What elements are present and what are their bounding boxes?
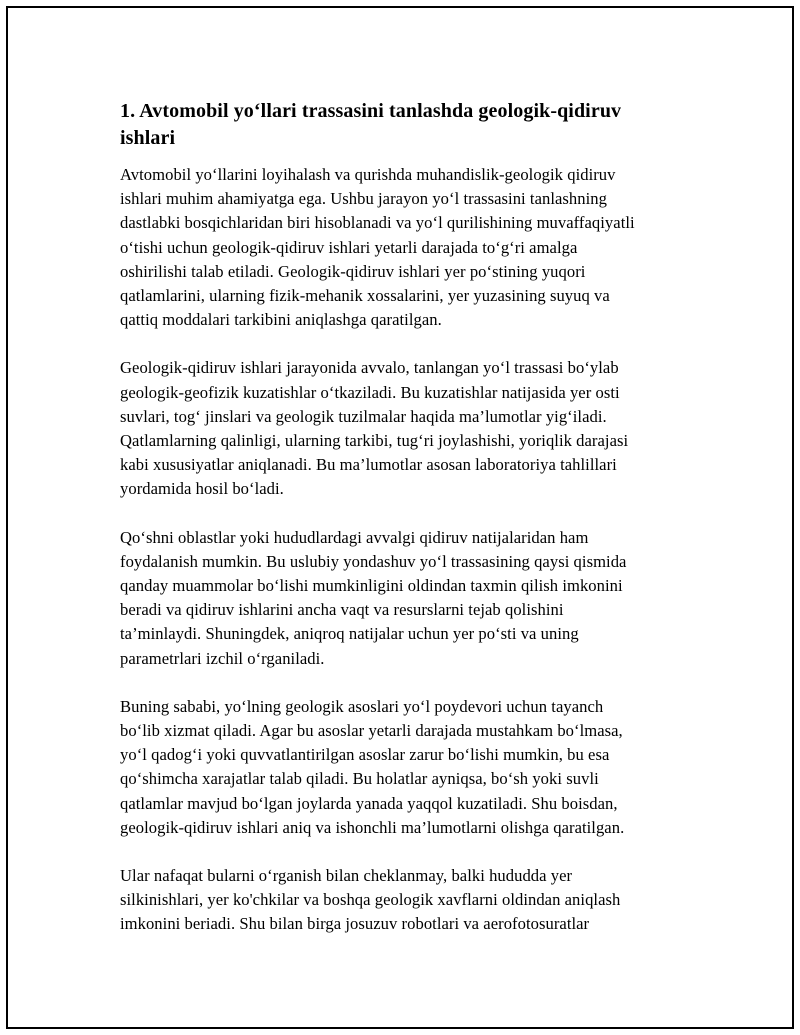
text-line: ishlari muhim ahamiyatga ega. Ushbu jarayon yo‘l trassasini tanlashning bbox=[120, 189, 607, 209]
paragraph-4 bbox=[120, 695, 705, 840]
text-line: qatlamlarini, ularning fizik-mehanik xossalarini, yer yuzasining suyuq va bbox=[120, 286, 610, 306]
text-line: yo‘l qadog‘i yoki quvvatlantirilgan asoslar zarur bo‘lishi mumkin, bu esa bbox=[120, 745, 610, 765]
text-line: qanday muammolar bo‘lishi mumkinligini oldindan taxmin qilish imkonini bbox=[120, 576, 623, 596]
text-line: Ular nafaqat bularni o‘rganish bilan cheklanmay, balki hududda yer bbox=[120, 866, 573, 886]
page-frame bbox=[6, 6, 794, 1029]
paragraph-2 bbox=[120, 356, 705, 501]
text-line: yordamida hosil bo‘ladi. bbox=[120, 479, 284, 499]
text-line: silkinishlari, yer ko'chkilar va boshqa geologik xavflarni oldindan aniqlash bbox=[120, 890, 621, 910]
text-line: o‘tishi uchun geologik-qidiruv ishlari yetarli darajada to‘g‘ri amalga bbox=[120, 237, 578, 257]
text-line: kabi xususiyatlar aniqlanadi. Bu ma’lumotlar asosan laboratoriya tahlillari bbox=[120, 455, 617, 475]
title-line: 1. Avtomobil yo‘llari trassasini tanlashda geologik-qidiruv bbox=[120, 100, 622, 122]
text-line: geologik-qidiruv ishlari aniq va ishonchli ma’lumotlarni olishga qaratilgan. bbox=[120, 817, 625, 837]
text-line: Qatlamlarning qalinligi, ularning tarkibi, tug‘ri joylashishi, yoriqlik darajasi bbox=[120, 431, 629, 451]
document-title bbox=[120, 98, 705, 152]
text-line: oshirilishi talab etiladi. Geologik-qidiruv ishlari yer po‘stining yuqori bbox=[120, 261, 586, 281]
text-line: qo‘shimcha xarajatlar talab qiladi. Bu holatlar ayniqsa, bo‘sh yoki suvli bbox=[120, 769, 599, 789]
title-line: ishlari bbox=[120, 127, 176, 149]
text-line: qatlamlar mavjud bo‘lgan joylarda yanada yaqqol kuzatiladi. Shu boisdan, bbox=[120, 793, 618, 813]
paragraph-1 bbox=[120, 163, 705, 332]
text-line: suvlari, tog‘ jinslari va geologik tuzilmalar haqida ma’lumotlar yig‘iladi. bbox=[120, 406, 607, 426]
text-line: Qo‘shni oblastlar yoki hududlardagi avvalgi qidiruv natijalaridan ham bbox=[120, 527, 589, 547]
text-line: geologik-geofizik kuzatishlar o‘tkaziladi. Bu kuzatishlar natijasida yer osti bbox=[120, 382, 620, 402]
text-line: beradi va qidiruv ishlarini ancha vaqt va resurslarni tejab qolishini bbox=[120, 600, 564, 620]
text-line: imkonini beriadi. Shu bilan birga josuzuv robotlari va aerofotosuratlar bbox=[120, 914, 590, 934]
text-line: foydalanish mumkin. Bu uslubiy yondashuv yo‘l trassasining qaysi qismida bbox=[120, 551, 627, 571]
text-line: dastlabki bosqichlaridan biri hisoblanadi va yo‘l qurilishining muvaffaqiyatli bbox=[120, 213, 635, 233]
text-line: Geologik-qidiruv ishlari jarayonida avvalo, tanlangan yo‘l trassasi bo‘ylab bbox=[120, 358, 619, 378]
paragraph-5 bbox=[120, 864, 705, 937]
text-line: Buning sababi, yo‘lning geologik asoslari yo‘l poydevori uchun tayanch bbox=[120, 696, 604, 716]
text-line: bo‘lib xizmat qiladi. Agar bu asoslar yetarli darajada mustahkam bo‘lmasa, bbox=[120, 721, 623, 741]
document-body bbox=[120, 98, 705, 961]
text-line: qattiq moddalari tarkibini aniqlashga qaratilgan. bbox=[120, 310, 442, 330]
text-line: Avtomobil yo‘llarini loyihalash va qurishda muhandislik-geologik qidiruv bbox=[120, 165, 616, 184]
paragraph-3 bbox=[120, 526, 705, 671]
text-line: ta’minlaydi. Shuningdek, aniqroq natijalar uchun yer po‘sti va uning bbox=[120, 624, 579, 644]
text-line: parametrlari izchil o‘rganiladi. bbox=[120, 648, 325, 668]
